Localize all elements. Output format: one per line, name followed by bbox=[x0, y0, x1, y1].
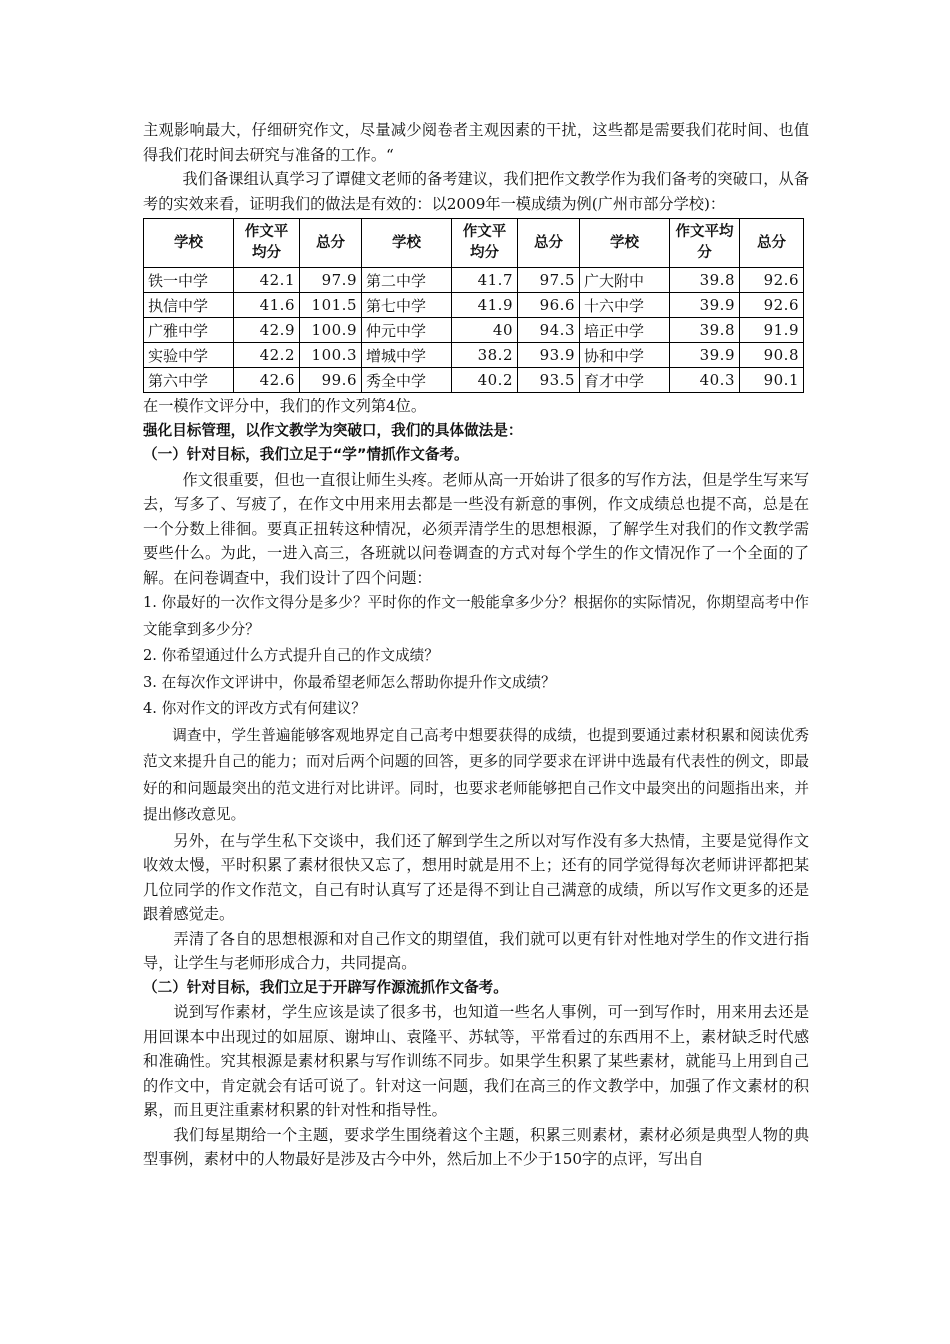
school-name-cell: 第二中学 bbox=[362, 268, 452, 293]
column-header-essay-average: 作文平均分 bbox=[452, 219, 518, 268]
total-score-cell: 93.5 bbox=[518, 368, 580, 393]
essay-average-cell: 41.7 bbox=[452, 268, 518, 293]
paragraph-weekly-theme: 我们每星期给一个主题，要求学生围绕着这个主题，积累三则素材，素材必须是典型人物的典型事例，素材中的人物最好是涉及古今中外，然后加上不少于150字的点评，写出自 bbox=[143, 1125, 809, 1168]
essay-average-cell: 40.3 bbox=[670, 368, 740, 393]
heading-main-approach: 强化目标管理，以作文教学为突破口，我们的具体做法是： bbox=[143, 421, 523, 439]
heading-section-1: （一）针对目标，我们立足于“学”情抓作文备考。 bbox=[143, 446, 469, 463]
essay-average-cell: 38.2 bbox=[452, 343, 518, 368]
total-score-cell: 101.5 bbox=[300, 293, 362, 318]
total-score-cell: 97.9 bbox=[300, 268, 362, 293]
school-name-cell: 仲元中学 bbox=[362, 318, 452, 343]
school-name-cell: 十六中学 bbox=[580, 293, 670, 318]
total-score-cell: 100.9 bbox=[300, 318, 362, 343]
survey-question-1: 1. 你最好的一次作文得分是多少？平时你的作文一般能拿多少分？根据你的实际情况，你期望高考中作文能拿到多少分？ bbox=[143, 594, 809, 638]
column-header-school: 学校 bbox=[144, 219, 234, 268]
paragraph-intro-continuation: 主观影响最大，仔细研究作文，尽量减少阅卷者主观因素的干扰，这些都是需要我们花时间、也值得我们花时间去研究与准备的工作。“ bbox=[143, 121, 809, 164]
essay-average-cell: 42.2 bbox=[234, 343, 300, 368]
table-row bbox=[144, 293, 804, 318]
total-score-cell: 97.5 bbox=[518, 268, 580, 293]
paragraph-understanding: 弄清了各自的思想根源和对自己作文的期望值，我们就可以更有针对性地对学生的作文进行指导，让学生与老师形成合力，共同提高。 bbox=[143, 929, 809, 972]
essay-average-cell: 39.9 bbox=[670, 343, 740, 368]
score-table bbox=[143, 218, 804, 393]
essay-average-cell: 39.9 bbox=[670, 293, 740, 318]
column-header-total: 总分 bbox=[740, 219, 804, 268]
total-score-cell: 94.3 bbox=[518, 318, 580, 343]
survey-question-2: 2. 你希望通过什么方式提升自己的作文成绩？ bbox=[143, 647, 439, 664]
column-header-total: 总分 bbox=[518, 219, 580, 268]
school-name-cell: 第七中学 bbox=[362, 293, 452, 318]
total-score-cell: 96.6 bbox=[518, 293, 580, 318]
school-name-cell: 广大附中 bbox=[580, 268, 670, 293]
school-name-cell: 协和中学 bbox=[580, 343, 670, 368]
document-page bbox=[143, 118, 809, 1172]
paragraph-survey-results: 调查中，学生普遍能够客观地界定自己高考中想要获得的成绩，也提到要通过素材积累和阅读优秀范文来提升自己的能力；而对后两个问题的回答，更多的同学要求在评讲中选最有代表性的例文，即最好的和问题最突出的范文进行对比讲评。同时，也要求老师能够把自己作文中最突出的问题指出来，并提出修改意见。 bbox=[143, 726, 809, 823]
school-name-cell: 育才中学 bbox=[580, 368, 670, 393]
total-score-cell: 90.1 bbox=[740, 368, 804, 393]
essay-average-cell: 42.1 bbox=[234, 268, 300, 293]
column-header-school: 学校 bbox=[580, 219, 670, 268]
school-name-cell: 第六中学 bbox=[144, 368, 234, 393]
column-header-total: 总分 bbox=[300, 219, 362, 268]
paragraph-backup-suggestion: 我们备课组认真学习了谭健文老师的备考建议，我们把作文教学作为我们备考的突破口，从备考的实效来看，证明我们的做法是有效的：以2009年一模成绩为例(广州市部分学校)： bbox=[143, 170, 809, 213]
school-name-cell: 增城中学 bbox=[362, 343, 452, 368]
essay-average-cell: 41.9 bbox=[452, 293, 518, 318]
school-name-cell: 秀全中学 bbox=[362, 368, 452, 393]
paragraph-ranking: 在一模作文评分中，我们的作文列第4位。 bbox=[143, 397, 427, 415]
school-name-cell: 铁一中学 bbox=[144, 268, 234, 293]
score-table-header bbox=[144, 219, 804, 268]
total-score-cell: 99.6 bbox=[300, 368, 362, 393]
total-score-cell: 91.9 bbox=[740, 318, 804, 343]
table-row bbox=[144, 268, 804, 293]
school-name-cell: 执信中学 bbox=[144, 293, 234, 318]
paragraph-survey-intro: 作文很重要，但也一直很让师生头疼。老师从高一开始讲了很多的写作方法，但是学生写来写去，写多了、写疲了，在作文中用来用去都是一些没有新意的事例，作文成绩总也提不高，总是在一个分数上徘徊。要真正扭转这种情况，必须弄清学生的思想根源，了解学生对我们的作文教学需要些什么。为此，一进入高三，各班就以问卷调查的方式对每个学生的作文情况作了一个全面的了解。在问卷调查中，我们设计了四个问题： bbox=[143, 470, 809, 587]
table-row bbox=[144, 318, 804, 343]
total-score-cell: 100.3 bbox=[300, 343, 362, 368]
essay-average-cell: 40.2 bbox=[452, 368, 518, 393]
heading-section-2: （二）针对目标，我们立足于开辟写作源流抓作文备考。 bbox=[143, 978, 508, 996]
school-name-cell: 实验中学 bbox=[144, 343, 234, 368]
total-score-cell: 90.8 bbox=[740, 343, 804, 368]
table-row bbox=[144, 368, 804, 393]
essay-average-cell: 42.9 bbox=[234, 318, 300, 343]
score-table-body bbox=[144, 268, 804, 393]
total-score-cell: 93.9 bbox=[518, 343, 580, 368]
essay-average-cell: 42.6 bbox=[234, 368, 300, 393]
column-header-essay-average: 作文平均分 bbox=[670, 219, 740, 268]
school-name-cell: 广雅中学 bbox=[144, 318, 234, 343]
total-score-cell: 92.6 bbox=[740, 268, 804, 293]
paragraph-student-talks: 另外，在与学生私下交谈中，我们还了解到学生之所以对写作没有多大热情，主要是觉得作文收效太慢，平时积累了素材很快又忘了，想用时就是用不上；还有的同学觉得每次老师讲评都把某几位同学的作文作范文，自己有时认真写了还是得不到让自己满意的成绩，所以写作文更多的还是跟着感觉走。 bbox=[143, 831, 809, 923]
survey-question-4: 4. 你对作文的评改方式有何建议？ bbox=[143, 700, 366, 717]
essay-average-cell: 39.8 bbox=[670, 318, 740, 343]
total-score-cell: 92.6 bbox=[740, 293, 804, 318]
essay-average-cell: 39.8 bbox=[670, 268, 740, 293]
school-name-cell: 培正中学 bbox=[580, 318, 670, 343]
essay-average-cell: 40 bbox=[452, 318, 518, 343]
table-row bbox=[144, 343, 804, 368]
essay-average-cell: 41.6 bbox=[234, 293, 300, 318]
column-header-school: 学校 bbox=[362, 219, 452, 268]
column-header-essay-average: 作文平均分 bbox=[234, 219, 300, 268]
paragraph-writing-material: 说到写作素材，学生应该是读了很多书，也知道一些名人事例，可一到写作时，用来用去还是用回课本中出现过的如屈原、谢坤山、袁隆平、苏轼等，平常看过的东西用不上，素材缺乏时代感和准确性。究其根源是素材积累与写作训练不同步。如果学生积累了某些素材，就能马上用到自己的作文中，肯定就会有话可说了。针对这一问题，我们在高三的作文教学中，加强了作文素材的积累，而且更注重素材积累的针对性和指导性。 bbox=[143, 1003, 809, 1119]
survey-question-3: 3. 在每次作文评讲中，你最希望老师怎么帮助你提升作文成绩？ bbox=[143, 673, 556, 691]
